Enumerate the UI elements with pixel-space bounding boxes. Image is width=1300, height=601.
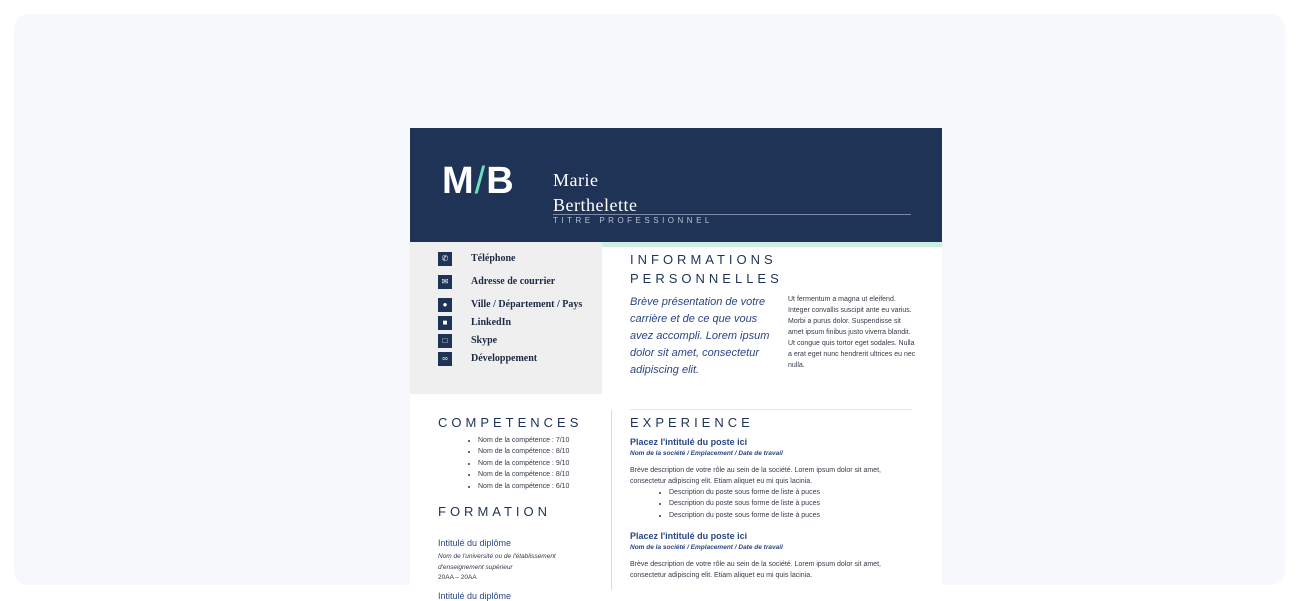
monogram-left: M xyxy=(442,160,475,202)
accent-bar xyxy=(602,242,942,247)
degree-school: Nom de l'université ou de l'établissement d'enseignement supérieur xyxy=(438,553,556,571)
job-title: Placez l'intitulé du poste ici xyxy=(630,437,748,447)
last-name: Berthelette xyxy=(553,195,638,215)
list-item: • Nom de la compétence : 9/10 xyxy=(478,458,628,469)
link-icon: ∞ xyxy=(438,352,452,366)
job-description: Brève description de votre rôle au sein de la société. Lorem ipsum dolor sit amet, consectetur adipiscing elit. Etiam aliquet eu mi quis lacinia. xyxy=(630,561,881,579)
resume-document xyxy=(410,128,942,601)
list-item: • Description du poste sous forme de liste à puces xyxy=(669,487,915,498)
intro-text: Brève présentation de votre carrière et de ce que vous avez accompli. Lorem ipsum dolor sit amet, consectetur adipiscing elit. xyxy=(630,296,770,376)
info-heading xyxy=(630,250,783,288)
resume-header xyxy=(410,128,942,242)
list-item: • Nom de la compétence : 8/10 xyxy=(478,469,628,480)
contact-label: Adresse de courrier xyxy=(471,276,556,287)
contact-label: Téléphone xyxy=(471,253,516,264)
linkedin-icon: ■ xyxy=(438,316,452,330)
full-name xyxy=(553,168,753,218)
job-entry xyxy=(630,530,915,581)
list-item: • Nom de la compétence : 7/10 xyxy=(478,435,628,446)
competences-heading: COMPETENCES xyxy=(438,415,583,430)
duties-list xyxy=(630,487,915,521)
contact-label: Skype xyxy=(471,335,498,346)
list-item: • Nom de la compétence : 6/10 xyxy=(478,481,628,492)
formation-heading: FORMATION xyxy=(438,504,552,519)
monogram xyxy=(442,160,515,203)
degree-title: Intitulé du diplôme xyxy=(438,538,512,548)
location-icon: ● xyxy=(438,298,452,312)
experience-heading: EXPERIENCE xyxy=(630,415,754,430)
contact-panel xyxy=(410,242,602,394)
degree-years: 20AA – 20AA xyxy=(438,574,477,581)
monogram-slash: / xyxy=(474,160,487,202)
job-entry xyxy=(630,436,915,521)
contact-label: Ville / Département / Pays xyxy=(471,299,583,310)
professional-title: TITRE PROFESSIONNEL xyxy=(553,216,713,225)
skills-list xyxy=(458,435,628,492)
first-name: Marie xyxy=(553,170,599,190)
list-item: • Description du poste sous forme de liste à puces xyxy=(669,498,915,509)
phone-icon: ✆ xyxy=(438,252,452,266)
skype-icon: □ xyxy=(438,334,452,348)
contact-label: Développement xyxy=(471,353,538,364)
job-meta: Nom de la société / Emplacement / Date de travail xyxy=(630,544,783,551)
experience-divider xyxy=(630,409,912,410)
mail-icon: ✉ xyxy=(438,275,452,289)
preview-stage xyxy=(14,14,1285,601)
info-heading-line2: PERSONNELLES xyxy=(630,271,783,286)
info-heading-line1: INFORMATIONS xyxy=(630,252,777,267)
list-item: • Nom de la compétence : 8/10 xyxy=(478,446,628,457)
degree-title: Intitulé du diplôme xyxy=(438,591,512,601)
contact-label: LinkedIn xyxy=(471,317,512,328)
title-divider xyxy=(553,214,911,215)
job-title: Placez l'intitulé du poste ici xyxy=(630,531,748,541)
monogram-right: B xyxy=(486,160,515,202)
job-meta: Nom de la société / Emplacement / Date de travail xyxy=(630,450,783,457)
list-item: • Description du poste sous forme de liste à puces xyxy=(669,510,915,521)
intro-side-text: Ut fermentum a magna ut eleifend. Integer convallis suscipit ante eu varius. Morbi a purus dolor. Suspendisse sit amet ipsum finibus justo viverra blandit. Ut congue quis tortor eget sodales. Nulla a erat eget nunc hendrerit ultrices eu nec nulla. xyxy=(788,296,916,369)
job-description: Brève description de votre rôle au sein de la société. Lorem ipsum dolor sit amet, consectetur adipiscing elit. Etiam aliquet eu mi quis lacinia. xyxy=(630,467,881,485)
